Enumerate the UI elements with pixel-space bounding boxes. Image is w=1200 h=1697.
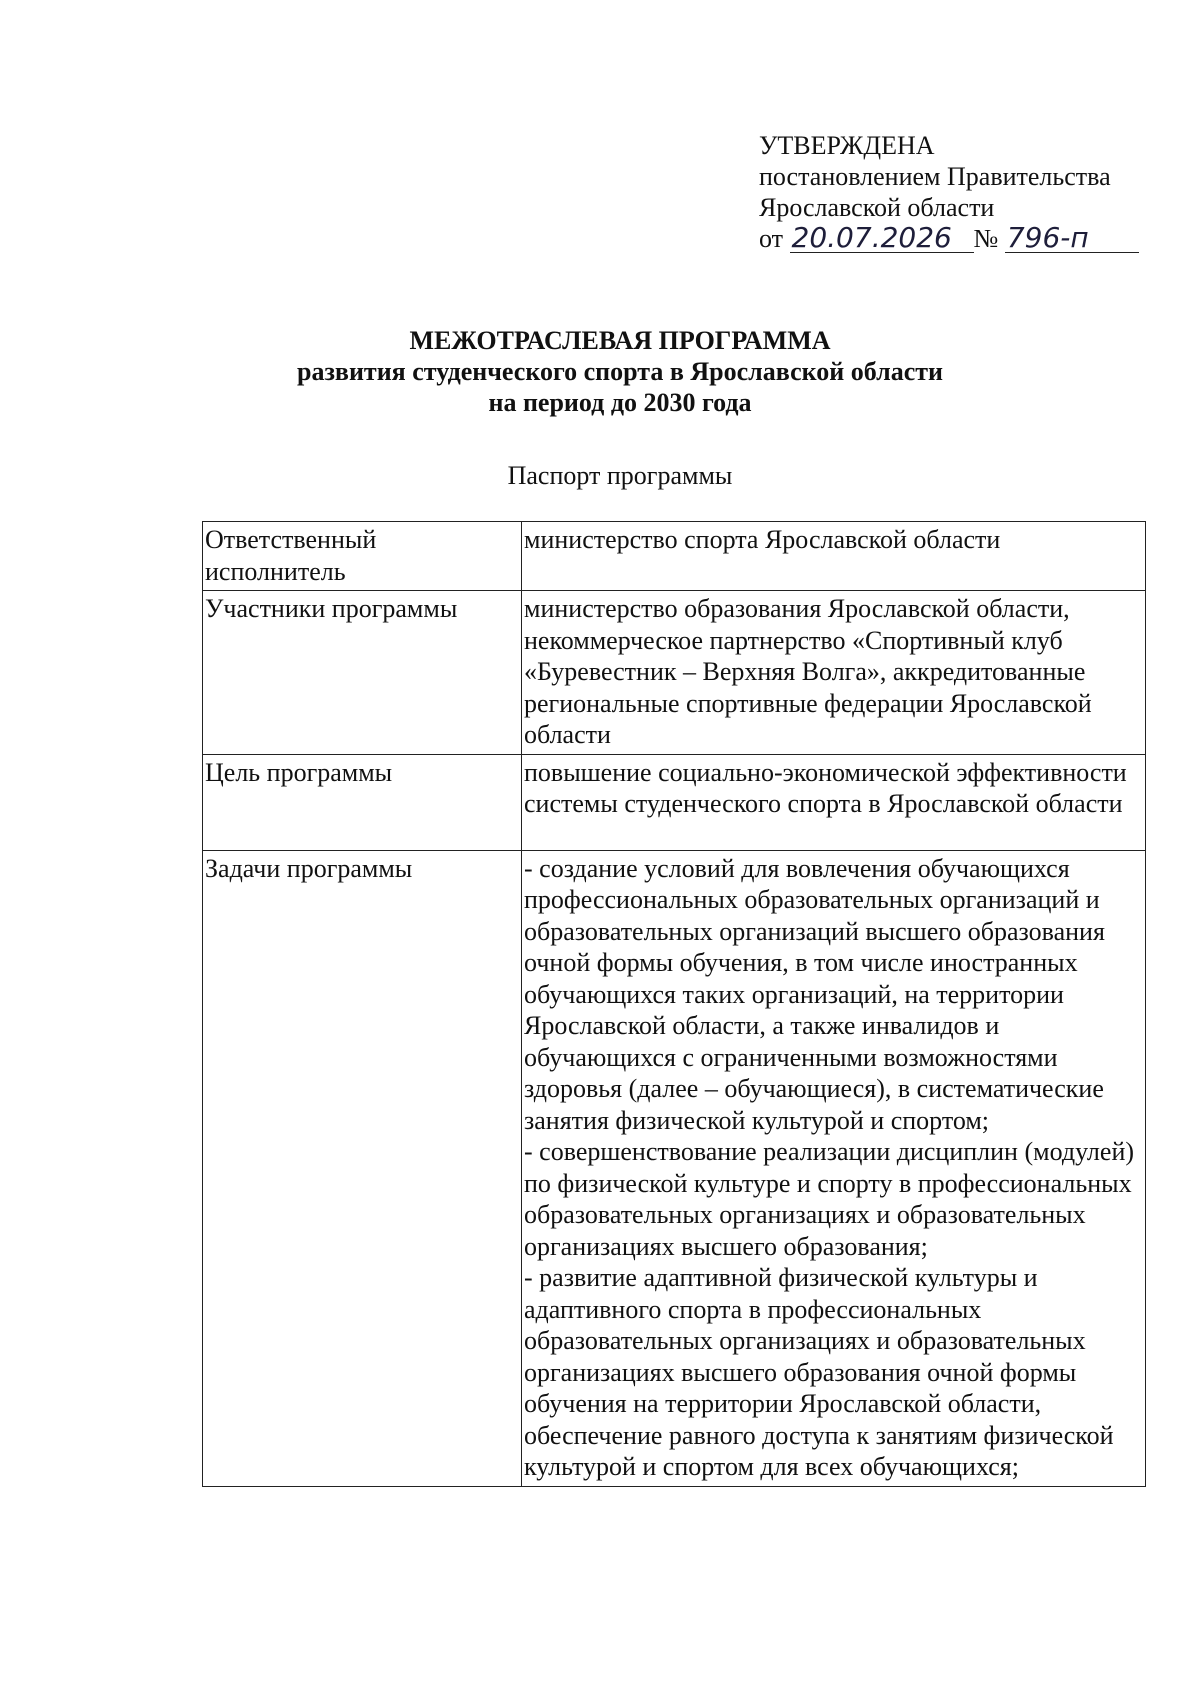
document-title xyxy=(180,325,1060,418)
approval-line-2: Ярославской области xyxy=(759,193,995,222)
table-row xyxy=(203,591,1146,755)
value-paragraph: - развитие адаптивной физической культуры и адаптивного спорта в профессиональных образовательных организациях и образовательных организациях высшего образования очной формы обучения на территории Ярославской области, обеспечение равного доступа к занятиям физической культурой и спортом для всех обучающихся; xyxy=(524,1263,1114,1481)
approval-stamp-block xyxy=(759,130,1139,254)
row-value xyxy=(522,754,1146,850)
value-paragraph: - совершенствование реализации дисциплин (модулей) по физической культуре и спорту в профессиональных образовательных организациях и образовательных организациях высшего образования; xyxy=(524,1137,1135,1261)
row-value xyxy=(522,850,1146,1486)
row-value xyxy=(522,591,1146,755)
value-paragraph: министерство образования Ярославской области, некоммерческое партнерство «Спортивный клуб «Буревестник – Верхняя Волга», аккредитованные региональные спортивные федерации Ярославской области xyxy=(524,594,1092,749)
table-row xyxy=(203,850,1146,1486)
approval-line-1: постановлением Правительства xyxy=(759,162,1111,191)
handwritten-number: 796-п xyxy=(1005,224,1139,253)
value-paragraph: - создание условий для вовлечения обучающихся профессиональных образовательных организаций и образовательных организаций высшего образования очной формы обучения, в том числе иностранных обучающихся таких организаций, на территории Ярославской области, а также инвалидов и обучающихся с ограниченными возможностями здоровья (далее – обучающиеся), в систематические занятия физической культурой и спортом; xyxy=(524,853,1105,1135)
title-line-3: на период до 2030 года xyxy=(488,388,752,417)
value-paragraph: министерство спорта Ярославской области xyxy=(524,525,1001,554)
handwritten-date: 20.07.2026 xyxy=(790,224,974,253)
title-line-1: МЕЖОТРАСЛЕВАЯ ПРОГРАММА xyxy=(409,326,831,355)
row-label: Задачи программы xyxy=(203,850,522,1486)
table-row xyxy=(203,754,1146,850)
approval-date-line xyxy=(759,223,1139,254)
row-label: Цель программы xyxy=(203,754,522,850)
value-paragraph: повышение социально-экономической эффективности системы студенческого спорта в Ярославской области xyxy=(524,757,1127,818)
table-row xyxy=(203,522,1146,591)
title-line-2: развития студенческого спорта в Ярославской области xyxy=(297,357,943,386)
approval-status: УТВЕРЖДЕНА xyxy=(759,131,935,160)
passport-table xyxy=(202,521,1146,1487)
row-label: Участники программы xyxy=(203,591,522,755)
row-value xyxy=(522,522,1146,591)
number-prefix: № xyxy=(973,224,999,253)
row-label: Ответственный исполнитель xyxy=(203,522,522,591)
section-subtitle: Паспорт программы xyxy=(507,461,733,490)
date-prefix: от xyxy=(759,224,784,253)
